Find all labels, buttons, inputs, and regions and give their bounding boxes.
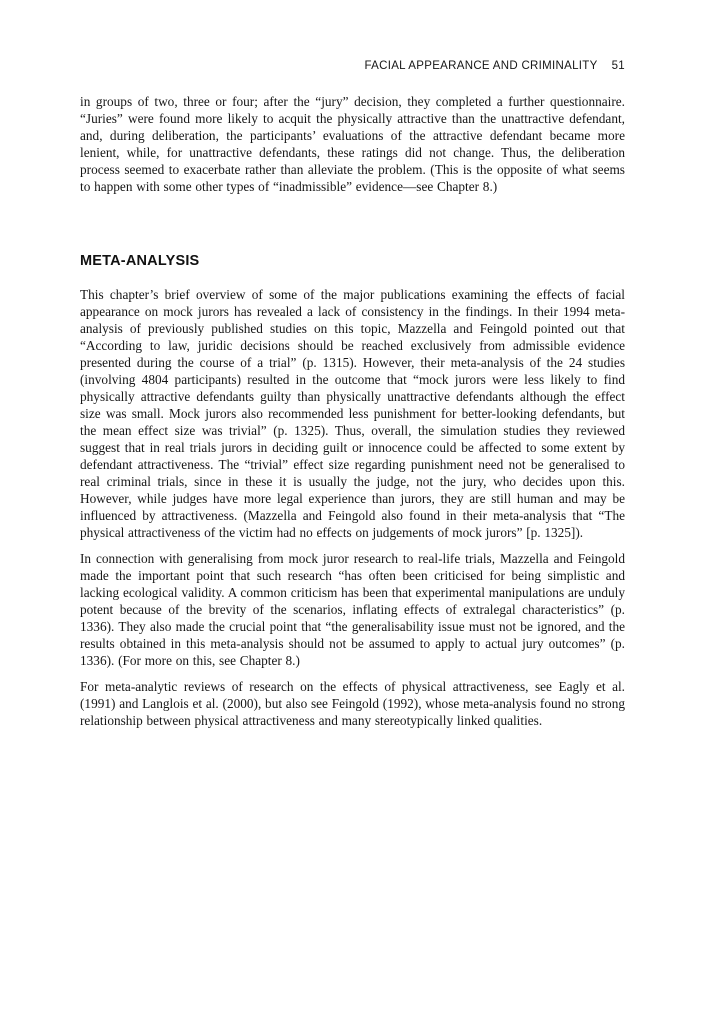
running-head <box>80 60 625 72</box>
running-head-title: FACIAL APPEARANCE AND CRIMINALITY <box>364 60 598 72</box>
paragraph-meta-analysis-2: In connection with generalising from mock juror research to real-life trials, Mazzella and Feingold made the important point that such research “has often been criticised for being simplistic and lacking ecological validity. A common criticism has been that experimental manipulations are unduly potent because of the brevity of the scenarios, inflating effects of extralegal characteristics” (p. 1336). They also made the crucial point that “the generalisability issue must not be ignored, and the results obtained in this meta-analysis should not be assumed to apply to actual jury outcomes” (p. 1336). (For more on this, see Chapter 8.) <box>80 551 625 668</box>
section-heading: META-ANALYSIS <box>80 253 200 269</box>
page-number: 51 <box>611 60 625 72</box>
paragraph-meta-analysis-1: This chapter’s brief overview of some of the major publications examining the effects of facial appearance on mock jurors has revealed a lack of consistency in the findings. In their 1994 meta-analysis of previously published studies on this topic, Mazzella and Feingold pointed out that “According to law, juridic decisions should be reached exclusively from admissible evidence presented during the course of a trial” (p. 1315). However, their meta-analysis of the 24 studies (involving 4804 participants) resulted in the outcome that “mock jurors were less likely to find physically attractive defendants guilty than physically unattractive defendants although the effect size was small. Mock jurors also recommended less punishment for better-looking defendants, but the mean effect size was trivial” (p. 1325). Thus, overall, the simulation studies they reviewed suggest that in real trials jurors in deciding guilt or innocence could be affected to some extent by defendant attractiveness. The “trivial” effect size regarding punishment need not be generalised to real criminal trials, since in these it is usually the judge, not the jury, who decides upon this. However, while judges have more legal experience than jurors, they are still human and may be influenced by attractiveness. (Mazzella and Feingold also found in their meta-analysis that “The physical attractiveness of the victim had no effects on judgements of mock jurors” [p. 1325]). <box>80 287 625 540</box>
page-body <box>80 93 625 729</box>
paragraph-meta-analysis-3: For meta-analytic reviews of research on the effects of physical attractiveness, see Eagly et al. (1991) and Langlois et al. (2000), but also see Feingold (1992), whose meta-analysis found no strong relationship between physical attractiveness and many stereotypically linked qualities. <box>80 679 625 728</box>
paragraph-intro: in groups of two, three or four; after the “jury” decision, they completed a further questionnaire. “Juries” were found more likely to acquit the physically attractive than the unattractive defendant, and, during deliberation, the participants’ evaluations of the attractive defendant became more lenient, while, for unattractive defendants, these ratings did not change. Thus, the deliberation process seemed to exacerbate rather than alleviate the problem. (This is the opposite of what seems to happen with some other types of “inadmissible” evidence—see Chapter 8.) <box>80 94 625 194</box>
